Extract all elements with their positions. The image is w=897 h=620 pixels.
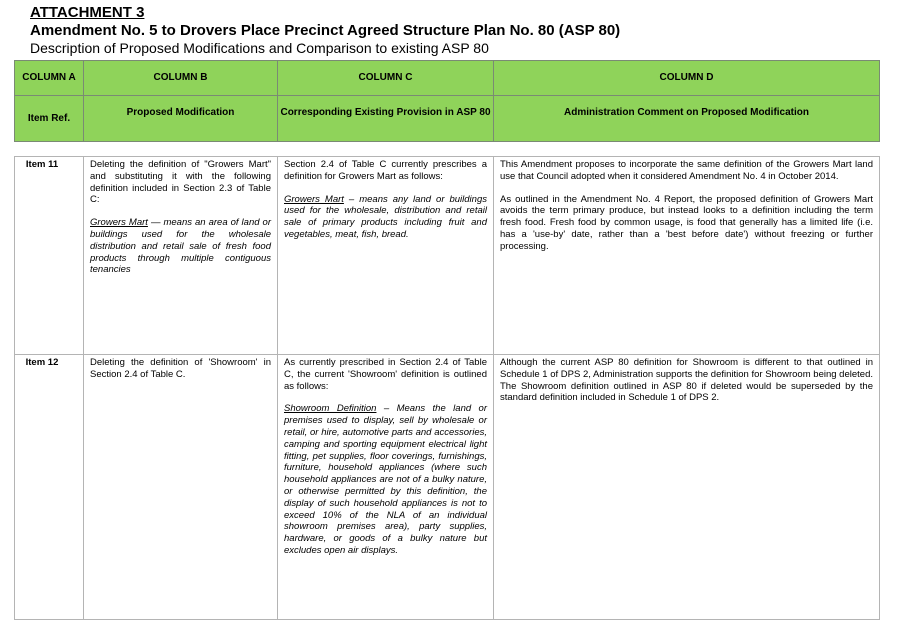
- table-header: [14, 60, 880, 142]
- column-c-header: COLUMN C: [278, 61, 494, 96]
- document-title: Amendment No. 5 to Drovers Place Precinct Agreed Structure Plan No. 80 (ASP 80): [30, 22, 621, 39]
- column-a-header: COLUMN A: [15, 61, 84, 96]
- cell-text: Although the current ASP 80 definition for Showroom is different to that outlined in Schedule 1 of DPS 2, Administration supports the definition for Showroom being deleted. The Showroom definition outlined in ASP 80 if deleted would be superseded by the standard definition included in Schedule 1 of DPS 2.: [500, 357, 873, 404]
- table-row: [15, 355, 880, 620]
- definition-body: – means any land or buildings used for the wholesale, distribution and retail sale of primary products including fruit and vegetables, meat, fish, bread.: [284, 193, 487, 240]
- definition-term: Showroom Definition: [284, 403, 377, 415]
- cell-text: Deleting the definition of 'Showroom' in Section 2.4 of Table C.: [90, 357, 271, 380]
- proposed-modification-cell: [84, 157, 278, 355]
- column-b-subheader: Proposed Modification: [84, 96, 278, 142]
- definition-text: [284, 403, 487, 556]
- definition-text: [284, 194, 487, 241]
- column-d-subheader: Administration Comment on Proposed Modification: [494, 96, 880, 142]
- document-subtitle: Description of Proposed Modifications and Comparison to existing ASP 80: [30, 40, 489, 56]
- column-b-header: COLUMN B: [84, 61, 278, 96]
- definition-term: Growers Mart: [284, 193, 344, 205]
- attachment-label: ATTACHMENT 3: [30, 4, 145, 21]
- existing-provision-cell: [278, 157, 494, 355]
- administration-comment-cell: [494, 355, 880, 620]
- cell-text: This Amendment proposes to incorporate the same definition of the Growers Mart land use that Council adopted when it considered Amendment No. 4 in October 2014.: [500, 159, 873, 182]
- cell-text: Section 2.4 of Table C currently prescribes a definition for Growers Mart as follows:: [284, 159, 487, 182]
- definition-term: Growers Mart: [90, 217, 148, 229]
- cell-text: Deleting the definition of "Growers Mart" and substituting it with the following definition included in Section 2.3 of Table C:: [90, 159, 271, 206]
- column-a-subheader: Item Ref.: [15, 96, 84, 142]
- column-d-header: COLUMN D: [494, 61, 880, 96]
- administration-comment-cell: [494, 157, 880, 355]
- proposed-modification-cell: [84, 355, 278, 620]
- cell-text: As currently prescribed in Section 2.4 of Table C, the current 'Showroom' definition is outlined as follows:: [284, 357, 487, 392]
- existing-provision-cell: [278, 355, 494, 620]
- item-ref: [15, 355, 84, 620]
- cell-text: As outlined in the Amendment No. 4 Report, the proposed definition of Growers Mart avoids the term primary produce, but instead looks to a definition including the term fresh food. Fresh food by common usage, is food that generally has a limited life (i.e. has a 'use-by' date, rather than a 'best before date') without freezing or further processing.: [500, 193, 873, 252]
- item-ref: [15, 157, 84, 355]
- item-ref-label: Item 11: [25, 159, 59, 170]
- item-ref-label: Item 12: [25, 357, 59, 368]
- definition-text: [90, 217, 271, 276]
- table-row: [15, 157, 880, 355]
- definition-body: – Means the land or premises used to display, sell by wholesale or retail, or hire, automotive parts and accessories, camping and sporting equipment electrical light fitting, pet supplies, floor coverings, furnishings, furniture, household appliances (where such household appliances are not of a bulky nature, or otherwise permitted by this definition, the display of such household appliances is not to exceed 10% of the NLA of an individual showroom premises area), party supplies, hardware, or goods of a bulky nature but excludes open air displays.: [284, 403, 488, 556]
- table-body: [14, 156, 880, 620]
- definition-body: — means an area of land or buildings used for the wholesale distribution and retail sale of fresh food products through multiple contiguous tenancies: [90, 217, 271, 276]
- column-c-subheader: Corresponding Existing Provision in ASP 80: [278, 96, 494, 142]
